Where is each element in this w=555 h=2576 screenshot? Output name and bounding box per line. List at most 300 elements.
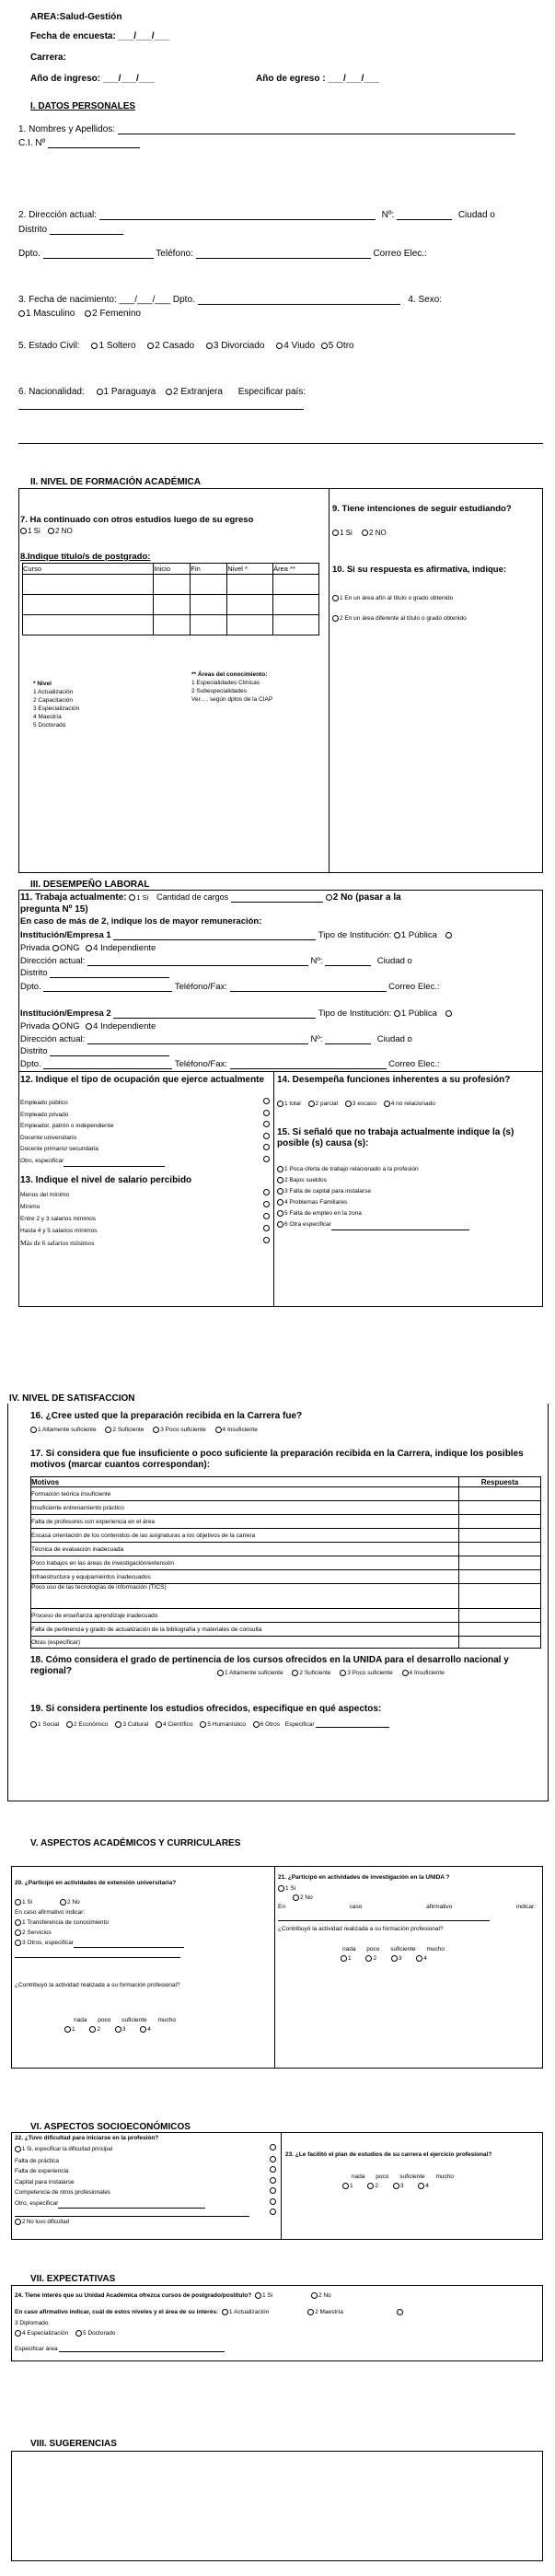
list-item: [15, 2198, 277, 2209]
table-row: [31, 1487, 541, 1501]
distrito-field[interactable]: [50, 227, 123, 235]
list-item: [15, 2156, 277, 2167]
q23-scale-radio[interactable]: [418, 2183, 424, 2189]
table-row: [31, 1637, 541, 1649]
q24-label: 24. Tiene interés que su Unidad Académica ofrezca cursos de postgrado/postítulo?: [15, 2292, 252, 2300]
q24-opt-label: 1 Actualización: [228, 2309, 270, 2316]
q11-si-radio[interactable]: [129, 894, 135, 901]
motivo-cell: Insuficiente entrenamiento práctico: [31, 1501, 459, 1515]
respuesta-cell[interactable]: [459, 1543, 541, 1556]
inst2-distrito-field[interactable]: [50, 1048, 169, 1056]
telefono-field[interactable]: [196, 251, 371, 259]
q15-item-label: 5 Falta de empleo en la zona: [284, 1210, 362, 1217]
respuesta-cell[interactable]: [459, 1529, 541, 1543]
q21-no-radio[interactable]: [293, 1894, 299, 1901]
inst1-field[interactable]: [113, 932, 316, 940]
table-row: [31, 1501, 541, 1515]
q13-radio[interactable]: [263, 1225, 270, 1231]
q22-item-label: Competencia de otros profesionales: [15, 2189, 111, 2196]
q11-cargos-field[interactable]: [231, 894, 323, 903]
scale-label: poco: [366, 1946, 380, 1952]
q19-opt-label: 5 Humanístico: [207, 1721, 246, 1728]
q20-otros-field[interactable]: [74, 1940, 184, 1948]
q9-label: 9. Tiene intenciones de seguir estudiando?: [332, 504, 512, 514]
inst2-field[interactable]: [113, 1010, 316, 1019]
table-row: [31, 1556, 541, 1570]
q7-si-label: 1 Si: [28, 527, 40, 535]
inst1-opt2-radio[interactable]: [445, 932, 452, 938]
section-2-title: II. NIVEL DE FORMACIÓN ACADÉMICA: [30, 477, 202, 487]
q15-radio[interactable]: [277, 1166, 283, 1172]
dpto-field[interactable]: [43, 251, 154, 259]
q19-radio[interactable]: [253, 1721, 260, 1728]
q15-radio[interactable]: [277, 1177, 283, 1183]
q16-radio[interactable]: [30, 1427, 37, 1433]
q18-radio[interactable]: [340, 1670, 346, 1676]
q22-radio[interactable]: [270, 2209, 276, 2215]
distrito-label: Distrito: [18, 225, 48, 235]
q14-escaso-label: 3 escaso: [352, 1101, 376, 1107]
q19-opt-label: 2 Económico: [73, 1721, 109, 1728]
inst1-dir-field[interactable]: [87, 958, 308, 966]
q22-radio[interactable]: [270, 2187, 276, 2194]
section-2-box: [18, 488, 543, 873]
femenino-radio[interactable]: [85, 310, 91, 317]
especificar-pais-label: Especificar país:: [237, 387, 306, 397]
q22-otro-field-2[interactable]: [15, 2209, 249, 2217]
inst1-ciudad-label: Ciudad o: [376, 956, 412, 966]
q22-no-radio[interactable]: [15, 2219, 21, 2225]
q20-si-radio[interactable]: [15, 1899, 21, 1906]
q20-item-label: 1 Transferencia de conocimiento: [22, 1919, 109, 1926]
scale-label: poco: [98, 2017, 111, 2023]
col-motivos: Motivos: [31, 1477, 459, 1487]
list-item: [20, 1133, 271, 1145]
q15-item-label: 1 Poca oferta de trabajo relacionado a la profesión: [284, 1166, 419, 1172]
q14-escaso-radio[interactable]: [345, 1101, 352, 1107]
inst2-publica-radio[interactable]: [394, 1010, 400, 1017]
direccion-label: 2. Dirección actual:: [18, 210, 98, 220]
inst1-dpto-label: Dpto.: [20, 982, 41, 992]
q10-a-radio[interactable]: [332, 595, 339, 601]
q11-label: 11. Trabaja actualmente:: [20, 892, 127, 903]
respuesta-cell[interactable]: [459, 1501, 541, 1515]
q20-label: 20. ¿Participó en actividades de extensión universitaria?: [15, 1880, 177, 1886]
q22-item-label: Otro, especificar: [15, 2199, 59, 2207]
section-5-title: V. ASPECTOS ACADÉMICOS Y CURRICULARES: [30, 1838, 241, 1848]
q24-opt-label: 2 Maestría: [315, 2309, 343, 2316]
respuesta-cell[interactable]: [459, 1515, 541, 1529]
q20-no-label: 2 No: [67, 1899, 80, 1906]
inst2-dir-label: Dirección actual:: [20, 1034, 86, 1044]
extranjera-radio[interactable]: [166, 389, 172, 395]
q20-item-label: 3 Otros, especificar: [22, 1940, 74, 1946]
nivel-item: 4 Maestría: [33, 714, 62, 720]
list-item: [277, 1175, 539, 1186]
q21-label: 21. ¿Participó en actividades de investigación en la UNIDA ?: [278, 1874, 450, 1881]
list-item: [277, 1197, 539, 1208]
scale-label: suficiente: [399, 2174, 425, 2180]
q20-contribuyo-label: ¿Contribuyó la actividad realizada a su formación profesional?: [15, 1982, 180, 1988]
q12-radio[interactable]: [263, 1098, 270, 1104]
q12-item-label: Docente primario/ secundaria: [20, 1146, 98, 1152]
q24-no-radio[interactable]: [311, 2292, 318, 2299]
q21-si-radio[interactable]: [278, 1885, 284, 1892]
q20-scale-radio[interactable]: [64, 2026, 71, 2033]
scale-label: nada: [342, 1946, 356, 1952]
nombres-label: 1. Nombres y Apellidos:: [18, 124, 116, 134]
scale-label: suficiente: [390, 1946, 416, 1952]
q14-parcial-radio[interactable]: [308, 1101, 315, 1107]
list-item: [20, 1237, 271, 1249]
q24-si-label: 1 Si: [262, 2292, 273, 2300]
q13-radio[interactable]: [263, 1189, 270, 1195]
list-item: [20, 1156, 271, 1168]
section-1-title: I. DATOS PERSONALES: [30, 101, 136, 111]
q11-no-radio[interactable]: [326, 894, 332, 901]
q16-radio[interactable]: [105, 1427, 111, 1433]
q24-opt-radio[interactable]: [307, 2309, 314, 2315]
q11-note: En caso de más de 2, indique los de mayor remuneración:: [20, 916, 262, 927]
q18-opt-label: 4 Insuficiente: [409, 1670, 445, 1677]
q12-radio[interactable]: [263, 1121, 270, 1127]
q20-otros-field-2[interactable]: [15, 1950, 180, 1958]
femenino-label: 2 Femenino: [92, 309, 141, 319]
inst2-telfax-label: Teléfono/Fax:: [174, 1059, 227, 1069]
col-area: Área **: [273, 564, 319, 575]
table-row[interactable]: [23, 595, 319, 615]
table-row: [31, 1570, 541, 1584]
q12-radio[interactable]: [263, 1133, 270, 1139]
q21-contribuyo-label: ¿Contribuyó la actividad realizada a su formación profesional?: [278, 1926, 444, 1932]
q19-opt-label: 6 Otros: [260, 1721, 280, 1728]
q22-list: [15, 2144, 277, 2229]
q13-item-label: Menos del mínimo: [20, 1192, 70, 1198]
q15-otra-field[interactable]: [331, 1222, 469, 1230]
list-item: [277, 1208, 539, 1219]
q24-opt-radio[interactable]: [75, 2330, 82, 2337]
q24-opt-radio[interactable]: [222, 2309, 228, 2315]
q10-b-radio[interactable]: [332, 615, 339, 622]
q14-norel-radio[interactable]: [384, 1101, 390, 1107]
q22-radio[interactable]: [270, 2177, 276, 2184]
q19-especificar-field[interactable]: [316, 1719, 389, 1728]
viudo-label: 4 Viudo: [283, 341, 316, 351]
inst2-n-label: Nº:: [310, 1034, 323, 1044]
q13-radio[interactable]: [263, 1213, 270, 1219]
paraguaya-radio[interactable]: [97, 389, 103, 395]
q18-opt-label: 1 Altamente suficiente: [225, 1670, 283, 1677]
q22-radio[interactable]: [270, 2144, 276, 2151]
dpto-label: Dpto.: [18, 249, 40, 259]
casado-radio[interactable]: [147, 343, 154, 349]
inst1-privada-label: Privada: [20, 943, 51, 953]
list-item: [20, 1098, 271, 1110]
inst1-indep-radio[interactable]: [86, 945, 92, 951]
q15-radio[interactable]: [277, 1210, 283, 1217]
inst1-indep-label: 4 Independiente: [93, 943, 156, 953]
extranjera-label: 2 Extranjera: [173, 387, 223, 397]
q18-radio[interactable]: [292, 1670, 298, 1676]
especificar-pais-field[interactable]: [18, 402, 304, 410]
q9-si-radio[interactable]: [332, 530, 339, 536]
nombres-field[interactable]: [118, 126, 515, 134]
viudo-radio[interactable]: [276, 343, 283, 349]
q22-no-label: 2 No tuvo dificultad: [22, 2220, 70, 2225]
table-row[interactable]: [23, 575, 319, 595]
q11-cargos-label: Cantidad de cargos: [156, 892, 229, 902]
q12-radio[interactable]: [263, 1156, 270, 1162]
q23-scale-radio[interactable]: [367, 2183, 374, 2189]
sugerencias-box[interactable]: [11, 2451, 543, 2561]
inst1-distrito-label: Distrito: [20, 968, 48, 978]
list-item: [277, 1219, 539, 1230]
list-item: [15, 2166, 277, 2177]
q13-radio[interactable]: [263, 1237, 270, 1243]
list-item: [20, 1144, 271, 1156]
q7-no-radio[interactable]: [48, 528, 54, 534]
nivel-legend-title: * Nivel: [33, 681, 52, 687]
q21-no-label: 2 No: [300, 1894, 313, 1901]
q9-si-label: 1 Si: [340, 529, 353, 537]
q12-item-label: Otro, especificar: [20, 1157, 64, 1164]
q18-radio[interactable]: [217, 1670, 224, 1676]
inst1-tipo-label: Tipo de Institución:: [318, 930, 392, 940]
q20-scale-radio[interactable]: [115, 2026, 121, 2033]
fecha-nac-label[interactable]: 3. Fecha de nacimiento: ___/___/___ Dpto.: [18, 295, 195, 305]
list-item: [20, 1189, 271, 1201]
scale-label: nada: [352, 2174, 365, 2180]
inst1-ong-radio[interactable]: [52, 945, 59, 951]
q14-total-radio[interactable]: [277, 1101, 283, 1107]
q22-radio[interactable]: [270, 2166, 276, 2173]
motivo-cell: Otras (especificar): [31, 1637, 459, 1649]
q21-scale-radio[interactable]: [416, 1955, 422, 1962]
q21-scale-radio[interactable]: [391, 1955, 398, 1962]
q16-opt-label: 2 Suficiente: [112, 1427, 145, 1434]
scale-label: mucho: [435, 2174, 454, 2180]
q22-sub-label: 1 Si, especificar la dificultad principal: [22, 2147, 113, 2152]
carrera-label[interactable]: Carrera:: [30, 52, 66, 63]
anio-ingreso[interactable]: Año de ingreso: ___/___/___: [30, 74, 155, 84]
q18-radio[interactable]: [402, 1670, 409, 1676]
inst1-publica-label: 1 Pública: [400, 930, 437, 940]
inst2-telfax-field[interactable]: [230, 1061, 387, 1069]
inst1-telfax-field[interactable]: [230, 984, 387, 992]
q19-radio[interactable]: [156, 1721, 162, 1728]
ci-field[interactable]: [48, 140, 140, 148]
q19-radio[interactable]: [115, 1721, 121, 1728]
section-6-title: VI. ASPECTOS SOCIOECONÓMICOS: [30, 2122, 191, 2132]
q20-item-radio[interactable]: [15, 1940, 21, 1946]
q20-no-radio[interactable]: [60, 1899, 66, 1906]
inst2-dir-field[interactable]: [87, 1036, 308, 1044]
direccion-field[interactable]: [99, 212, 376, 220]
q19-opt-label: 3 Cultural: [122, 1721, 149, 1728]
table-row: [31, 1584, 541, 1609]
q24-opt-radio[interactable]: [397, 2309, 403, 2315]
inst1-n-field[interactable]: [325, 958, 371, 966]
q19-radio[interactable]: [66, 1721, 73, 1728]
q12-list: [20, 1098, 271, 1167]
q22-radio[interactable]: [270, 2156, 276, 2162]
respuesta-cell[interactable]: [459, 1623, 541, 1637]
q12-radio[interactable]: [263, 1110, 270, 1116]
q12-item-label: Empleador, patrón o independiente: [20, 1123, 114, 1129]
inst2-n-field[interactable]: [325, 1036, 371, 1044]
q16-radio[interactable]: [215, 1427, 222, 1433]
respuesta-cell[interactable]: [459, 1609, 541, 1623]
list-item: [20, 1110, 271, 1122]
telefono-label: Teléfono:: [156, 249, 193, 259]
otro-radio[interactable]: [321, 343, 328, 349]
q15-item-label: 3 Falta de capital para instalarse: [284, 1188, 371, 1195]
inst1-dpto-field[interactable]: [43, 984, 172, 992]
q20-item-label: 2 Servicios: [22, 1929, 52, 1936]
masculino-radio[interactable]: [18, 310, 25, 317]
area-item: 1 Especialidades Clínicas: [191, 680, 260, 686]
q17-label: 17. Si considera que fue insuficiente o poco suficiente la preparación recibida en la Carrera, indique los posibles motivos (marcar cuantos correspondan):: [30, 1449, 524, 1470]
inst1-distrito-field[interactable]: [50, 970, 169, 978]
q13-label: 13. Indique el nivel de salario percibido: [20, 1175, 192, 1185]
soltero-radio[interactable]: [91, 343, 98, 349]
q23-label: 23. ¿Le facilitó el plan de estudios de su carrera el ejercicio profesional?: [285, 2151, 492, 2158]
q13-item-label: Entre 2 y 3 salarios mínimos: [20, 1216, 97, 1222]
q12-otro-field[interactable]: [64, 1159, 165, 1167]
q9-no-label: 2 NO: [369, 529, 387, 537]
motivo-cell: Infraestructura y equipamientos inadecuados: [31, 1570, 459, 1584]
respuesta-cell[interactable]: [459, 1637, 541, 1649]
q19-radio[interactable]: [200, 1721, 206, 1728]
q22-item-label: Capital para instalarse: [15, 2178, 75, 2186]
list-item: [20, 1225, 271, 1237]
q12-radio[interactable]: [263, 1144, 270, 1150]
list-item: [15, 2187, 277, 2198]
inst2-indep-radio[interactable]: [86, 1023, 92, 1030]
q18-opt-label: 3 Poco suficiente: [347, 1670, 393, 1677]
q10-a-label: 1 En un área afín al título o grado obtenido: [340, 595, 454, 602]
respuesta-cell[interactable]: [459, 1556, 541, 1570]
q18-label: 18. Cómo considera el grado de pertinencia de los cursos ofrecidos en la UNIDA para el desarrollo nacional y regional?: [30, 1655, 509, 1676]
motivo-cell: Formación teórica insuficiente: [31, 1487, 459, 1501]
inst1-publica-radio[interactable]: [394, 932, 400, 938]
motivos-table: [30, 1476, 541, 1649]
inst2-ong-label: ONG: [59, 1021, 80, 1032]
q14-label: 14. Desempeña funciones inherentes a su profesión?: [277, 1075, 511, 1085]
nacionalidad-label: 6. Nacionalidad:: [18, 387, 85, 397]
q22-otro-field[interactable]: [58, 2200, 205, 2209]
motivo-cell: Escasa orientación de los contenidos de las asignaturas a los objetivos de la carrera: [31, 1529, 459, 1543]
q15-label: 15. Si señaló que no trabaja actualmente indique la (s) posible (s) causa (s):: [277, 1127, 515, 1148]
q20-scale-radio[interactable]: [89, 2026, 96, 2033]
q21-scale-radio[interactable]: [341, 1955, 347, 1962]
q19-opt-label: 4 Científico: [162, 1721, 193, 1728]
correo-label: Correo Elec.:: [373, 249, 427, 259]
q9-no-radio[interactable]: [362, 530, 368, 536]
fecha-nac-dpto-field[interactable]: [198, 297, 400, 305]
q15-radio[interactable]: [277, 1199, 283, 1206]
q7-label: 7. Ha continuado con otros estudios luego de su egreso: [20, 515, 254, 525]
inst2-ciudad-label: Ciudad o: [376, 1034, 412, 1044]
inst1-n-label: Nº:: [310, 956, 323, 966]
q24-especificar-field[interactable]: [59, 2344, 225, 2352]
motivo-cell: Poco trabajos en las áreas de investigación/extensión: [31, 1556, 459, 1570]
table-row: [31, 1515, 541, 1529]
inst2-opt2-radio[interactable]: [445, 1010, 452, 1017]
anio-egreso[interactable]: Año de egreso : ___/___/___: [256, 74, 379, 84]
q19-label: 19. Si considera pertinente los estudios ofrecidos, especifique en qué aspectos:: [30, 1704, 382, 1714]
col-respuesta: Respuesta: [459, 1477, 541, 1487]
q20-scale-radio[interactable]: [140, 2026, 146, 2033]
q14-parcial-label: 2 parcial: [315, 1101, 339, 1107]
q22-radio[interactable]: [270, 2198, 276, 2205]
q13-item-label: Más de 6 salarios mínimos: [20, 1239, 95, 1247]
table-row[interactable]: [23, 615, 319, 635]
nivel-item: 1 Actualización: [33, 689, 74, 695]
q10-b-label: 2 En un área diferente al título o grado obtenido: [340, 615, 467, 623]
q24-si-radio[interactable]: [255, 2292, 261, 2299]
otro-label: 5 Otro: [328, 341, 354, 351]
q13-list: [20, 1189, 271, 1249]
col-curso: Curso: [23, 564, 154, 575]
q23-scale-radio[interactable]: [342, 2183, 349, 2189]
table-row: [31, 1609, 541, 1623]
divorciado-radio[interactable]: [206, 343, 213, 349]
list-item: [15, 2177, 277, 2188]
q16-radio[interactable]: [153, 1427, 159, 1433]
q12-item-label: Docente universitario: [20, 1134, 77, 1141]
respuesta-cell[interactable]: [459, 1584, 541, 1609]
q24-opt-radio[interactable]: [15, 2330, 21, 2337]
q15-item-label: 2 Bajos sueldos: [284, 1177, 327, 1183]
q16-opt-label: 3 Poco suficiente: [160, 1427, 206, 1434]
q8-label: 8.Indique título/s de postgrado:: [20, 552, 151, 562]
postgrado-table: [22, 563, 319, 635]
inst2-distrito-label: Distrito: [20, 1046, 48, 1056]
q21-afirm-field[interactable]: [278, 1913, 490, 1921]
q19-radio[interactable]: [30, 1721, 37, 1728]
scale-label: mucho: [426, 1946, 445, 1952]
respuesta-cell[interactable]: [459, 1570, 541, 1584]
motivo-cell: Falta de profesores con experiencia en el área: [31, 1515, 459, 1529]
q15-radio[interactable]: [277, 1188, 283, 1195]
motivo-cell: Proceso de enseñanza aprendizaje inadecuado: [31, 1609, 459, 1623]
q24-opt-label: 4 Especialización: [22, 2330, 69, 2337]
q21-scale-radio[interactable]: [365, 1955, 372, 1962]
q7-si-radio[interactable]: [20, 528, 27, 534]
q15-radio[interactable]: [277, 1221, 283, 1228]
nivel-item: 5 Doctorado: [33, 722, 66, 729]
inst2-ong-radio[interactable]: [52, 1023, 59, 1030]
respuesta-cell[interactable]: [459, 1487, 541, 1501]
inst2-label: Institución/Empresa 2: [20, 1008, 111, 1019]
q22-item-label: Falta de experiencia: [15, 2168, 69, 2174]
q22-si-radio[interactable]: [15, 2146, 21, 2152]
n-field[interactable]: [397, 212, 452, 220]
q19-opt-label: 1 Social: [38, 1721, 60, 1728]
q20-item-radio[interactable]: [15, 1919, 21, 1926]
q20-item-radio[interactable]: [15, 1929, 21, 1936]
fecha-encuesta[interactable]: Fecha de encuesta: ___/___/___: [30, 31, 170, 41]
inst2-dpto-field[interactable]: [43, 1061, 172, 1069]
motivo-cell: Técnica de evaluación inadecuada: [31, 1543, 459, 1556]
q13-item-label: Hasta 4 y 5 salarios mínimos: [20, 1228, 98, 1234]
q13-radio[interactable]: [263, 1201, 270, 1207]
section-2-divider: [329, 488, 330, 873]
q24-no-label: 2 No: [318, 2292, 331, 2300]
q23-scale-radio[interactable]: [393, 2183, 399, 2189]
q21-afirm-label: En caso afirmativo indicar:: [278, 1904, 536, 1910]
